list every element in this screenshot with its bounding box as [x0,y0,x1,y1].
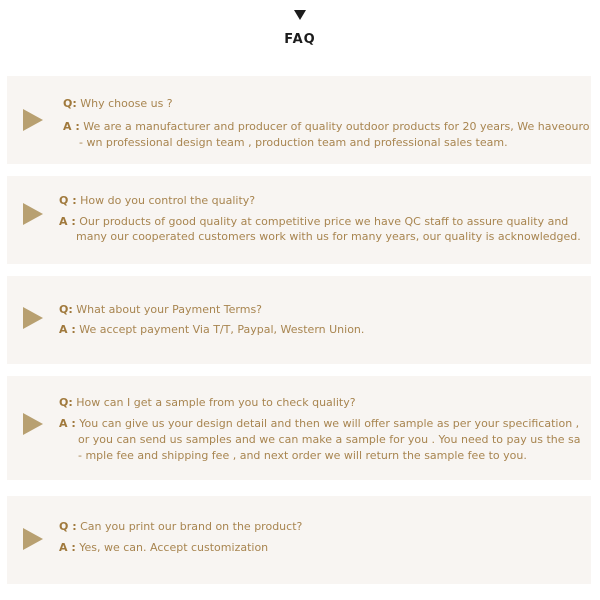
question-line [59,302,262,317]
question-line [59,193,255,208]
answer-prefix: A [59,323,68,336]
question-prefix: Q [59,520,69,533]
answer-separator: : [67,323,76,336]
answer-separator: : [67,541,76,554]
faq-item [7,496,591,584]
answer-line [78,432,580,447]
answer-line [59,322,364,337]
question-text: Can you print our brand on the product? [76,520,303,533]
answer-text: Yes, we can. Accept customization [75,541,269,554]
question-line [59,519,302,534]
question-text: How do you control the quality? [76,194,256,207]
answer-line [59,214,568,229]
triangle-right-icon [23,109,43,131]
answer-line [76,229,581,244]
answer-separator: : [67,215,76,228]
answer-prefix: A [63,120,72,133]
triangle-right-icon [23,203,43,225]
question-text: How can I get a sample from you to check quality? [72,396,356,409]
answer-text: - mple fee and shipping fee , and next order we will return the sample fee to you. [78,449,527,462]
answer-text: You can give us your design detail and then we will offer sample as per your specification , [75,417,580,430]
faq-item [7,76,591,164]
answer-text: many our cooperated customers work with us for many years, our quality is acknowledged. [76,230,581,243]
faq-item [7,176,591,264]
answer-line [79,135,508,150]
page-title: FAQ [284,32,316,47]
answer-line [59,416,579,431]
question-separator: : [68,194,77,207]
answer-text: We are a manufacturer and producer of quality outdoor products for 20 years, We haveouro [79,120,590,133]
question-line [63,96,173,111]
question-prefix: Q [63,97,73,110]
question-text: What about your Payment Terms? [72,303,263,316]
answer-text: - wn professional design team , production team and professional sales team. [79,136,508,149]
question-separator: : [68,303,73,316]
answer-separator: : [71,120,80,133]
answer-line [63,119,589,134]
question-prefix: Q [59,396,69,409]
question-text: Why choose us ? [76,97,173,110]
answer-separator: : [67,417,76,430]
question-separator: : [68,520,77,533]
answer-prefix: A [59,417,68,430]
triangle-right-icon [23,413,43,435]
triangle-down-icon [294,10,306,20]
triangle-right-icon [23,528,43,550]
question-prefix: Q [59,194,69,207]
question-prefix: Q [59,303,69,316]
answer-prefix: A [59,215,68,228]
triangle-right-icon [23,307,43,329]
answer-text: We accept payment Via T/T, Paypal, Western Union. [75,323,365,336]
faq-item [7,376,591,480]
answer-line [78,448,527,463]
answer-text: or you can send us samples and we can make a sample for you . You need to pay us the sa [78,433,581,446]
faq-item [7,276,591,364]
answer-text: Our products of good quality at competitive price we have QC staff to assure quality and [75,215,569,228]
question-separator: : [72,97,77,110]
question-line [59,395,356,410]
answer-line [59,540,268,555]
faq-header [0,0,600,60]
question-separator: : [68,396,73,409]
answer-prefix: A [59,541,68,554]
